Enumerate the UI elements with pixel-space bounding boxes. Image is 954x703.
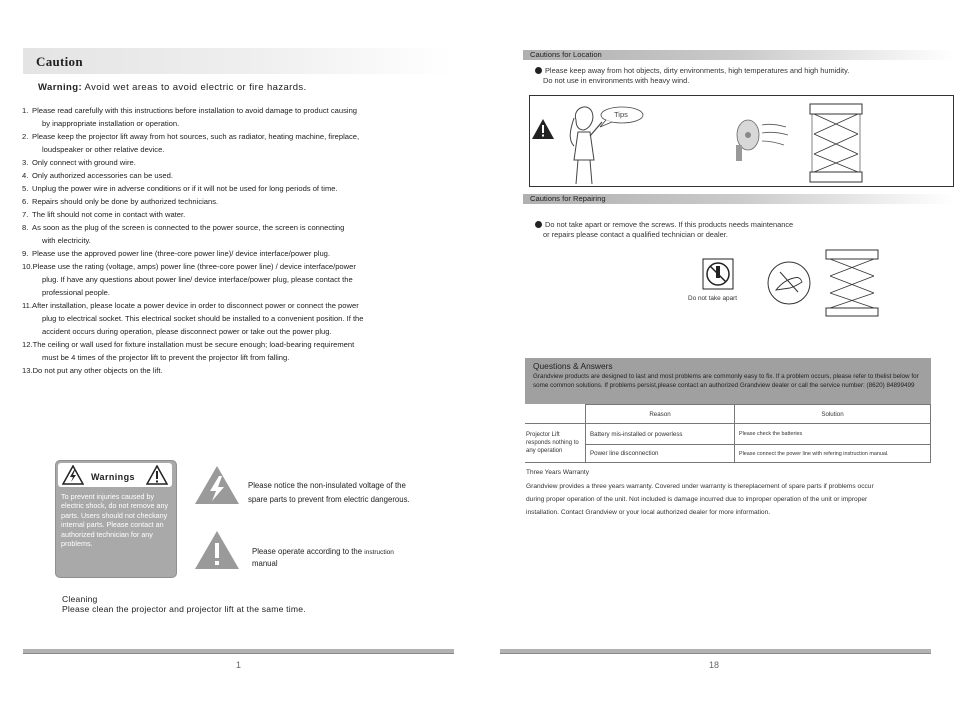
caution-header-bar: [23, 48, 453, 74]
repairing-line1: Do not take apart or remove the screws. If this products needs maintenance: [545, 220, 794, 229]
warnings-text: To prevent injuries caused by electric shock, do not remove any parts. Users should not checkany internal parts. Please contact an authorized technician for any problems.: [61, 492, 169, 549]
qa-title: Questions & Answers: [533, 361, 613, 371]
rule-number: 10.: [22, 262, 33, 271]
rule-text-line: with electricity.: [42, 236, 91, 245]
repairing-title: Cautions for Repairing: [530, 194, 606, 203]
fan-wind-icon: [730, 115, 790, 165]
note-operate-small: instruction: [364, 549, 394, 556]
rule-text-line: The ceiling or wall used for fixture installation must be secure enough; load-bearing requirement: [32, 340, 355, 349]
rule-number: 3.: [22, 158, 29, 167]
rule-item: [22, 299, 432, 338]
rule-text-line: Repairs should only be done by authorized technicians.: [32, 197, 219, 206]
location-text: [535, 66, 945, 86]
caution-title: Caution: [36, 54, 83, 69]
rule-item: [22, 156, 432, 169]
note-operate-line2: manual: [252, 559, 278, 568]
warranty-line2: during proper operation of the unit. Not included is damage incurred due to improper operation of the unit or improper: [526, 496, 868, 503]
rule-item: [22, 182, 432, 195]
electric-shock-icon: [62, 465, 84, 485]
tips-label: Tips: [614, 110, 628, 119]
repairing-line2: or repairs please contact a qualified technician or dealer.: [543, 230, 728, 239]
no-screwdriver-icon: [702, 258, 734, 290]
rule-text-line: accident occurs during operation, please disconnect power or take out the power plug.: [42, 327, 332, 336]
electric-hazard-icon: [194, 465, 240, 505]
rule-text-line: loudspeaker or other relative device.: [42, 145, 165, 154]
rule-number: 13.: [22, 366, 33, 375]
rule-text-line: plug. If have any questions about power line/ device interface/power plug, please contact the: [42, 275, 353, 284]
note-operate-main: Please operate according to the: [252, 547, 363, 556]
rule-text-line: Please keep the projector lift away from hot sources, such as radiator, heating machine, fireplace,: [32, 132, 360, 141]
reason-cell: Power line disconnection: [586, 445, 735, 463]
projector-lift-icon: [822, 246, 882, 318]
rule-number: 1.: [22, 106, 29, 115]
rule-text-line: Only authorized accessories can be used.: [32, 171, 173, 180]
exclamation-warning-icon: [146, 465, 168, 485]
location-line1: Please keep away from hot objects, dirty environments, high temperatures and high humidity.: [545, 66, 850, 75]
rule-text-line: Please read carefully with this instructions before installation to avoid damage to product causing: [32, 106, 358, 115]
location-line2: Do not use in environments with heavy wind.: [543, 76, 690, 85]
warranty-line1: Grandview provides a three years warranty. Covered under warranty is thereplacement of spare parts if problems occur: [526, 483, 874, 490]
note-voltage-line1: Please notice the non-insulated voltage of the: [248, 481, 406, 490]
rule-text-line: Only connect with ground wire.: [32, 158, 136, 167]
rule-text-line: Unplug the power wire in adverse conditions or if it will not be used for long periods of time.: [32, 184, 338, 193]
rule-item: [22, 247, 432, 260]
rule-number: 7.: [22, 210, 29, 219]
rule-text-line: The lift should not come in contact with water.: [32, 210, 186, 219]
bullet-icon: [535, 221, 542, 228]
warranty-line3: installation. Contact Grandview or your local authorized dealer for more information.: [526, 509, 771, 516]
table-row: [525, 445, 931, 463]
rule-item: [22, 195, 432, 208]
rule-text-line: After installation, please locate a power device in order to disconnect power or connect the power: [32, 301, 359, 310]
rule-number: 11.: [22, 301, 32, 310]
warranty-text: [526, 480, 936, 519]
rule-number: 2.: [22, 132, 29, 141]
rule-item: [22, 208, 432, 221]
left-page-number: 1: [236, 660, 242, 670]
rule-number: 8.: [22, 223, 29, 232]
caution-exclamation-icon: [194, 530, 240, 570]
symptom-cell: Projector Lift responds nothing to any operation: [525, 424, 586, 463]
qa-text: Grandview products are designed to last and most problems are commonly easy to fix. If a problem occurs, please refer to thelist below for some common solutions. If problems persist,please contact an authorized Grandview dealer or call the service number: (8620) 84899499: [533, 373, 919, 389]
rule-text-line: must be 4 times of the projector lift to prevent the projector lift from falling.: [42, 353, 290, 362]
rule-number: 5.: [22, 184, 29, 193]
rule-text-line: As soon as the plug of the screen is connected to the power source, the screen is connecting: [32, 223, 345, 232]
reason-cell: Battery mis-installed or powerless: [586, 424, 735, 445]
rule-item: [22, 260, 432, 299]
rule-item: [22, 338, 432, 364]
repairing-text: [535, 220, 945, 240]
note-operate: [252, 546, 394, 569]
caution-rules-list: [22, 104, 432, 377]
rule-number: 9.: [22, 249, 29, 258]
rule-text-line: by inappropriate installation or operation.: [42, 119, 180, 128]
rule-text-line: Please use the approved power line (three-core power line)/ device interface/power plug.: [32, 249, 331, 258]
rule-number: 6.: [22, 197, 29, 206]
rule-text-line: Please use the rating (voltage, amps) power line (three-core power line) / device interface/power: [32, 262, 356, 271]
table-header-row: [525, 405, 931, 424]
warning-line: [38, 82, 307, 93]
rule-item: [22, 104, 432, 130]
header-solution: Solution: [735, 405, 931, 424]
do-not-take-apart-caption: Do not take apart: [688, 295, 738, 302]
left-footer-rule: [23, 649, 454, 654]
projector-lift-icon: [806, 100, 866, 184]
right-page-number: 18: [709, 660, 720, 670]
rule-text-line: professional people.: [42, 288, 110, 297]
bullet-icon: [535, 67, 542, 74]
rule-number: 12.: [22, 340, 33, 349]
hand-screwdriver-icon: [766, 260, 812, 306]
warning-label: Warning:: [38, 82, 83, 93]
cleaning-text: Please clean the projector and projector lift at the same time.: [62, 604, 306, 614]
right-footer-rule: [500, 649, 931, 654]
rule-text-line: plug to electrical socket. This electrical socket should be installed to a convenient position. If the: [42, 314, 364, 323]
rule-item: [22, 130, 432, 156]
solution-cell: Please check the batteries: [735, 424, 931, 445]
warranty-title: Three Years Warranty: [526, 469, 589, 476]
qa-table: [525, 404, 931, 463]
rule-text-line: Do not put any other objects on the lift.: [32, 366, 163, 375]
rule-number: 4.: [22, 171, 29, 180]
note-voltage: [248, 479, 410, 507]
location-title: Cautions for Location: [530, 50, 602, 59]
header-reason: Reason: [586, 405, 735, 424]
exclamation-warning-icon: [531, 118, 555, 140]
cleaning-section: [62, 594, 306, 614]
rule-item: [22, 169, 432, 182]
rule-item: [22, 364, 432, 377]
warnings-title: Warnings: [91, 472, 135, 482]
note-voltage-line2: spare parts to prevent from electric dangerous.: [248, 495, 410, 504]
rule-item: [22, 221, 432, 247]
cleaning-title: Cleaning: [62, 594, 98, 604]
warning-text: Avoid wet areas to avoid electric or fire hazards.: [84, 82, 307, 93]
solution-cell: Please connect the power line with refering instruction manual.: [735, 445, 931, 463]
table-row: [525, 424, 931, 445]
